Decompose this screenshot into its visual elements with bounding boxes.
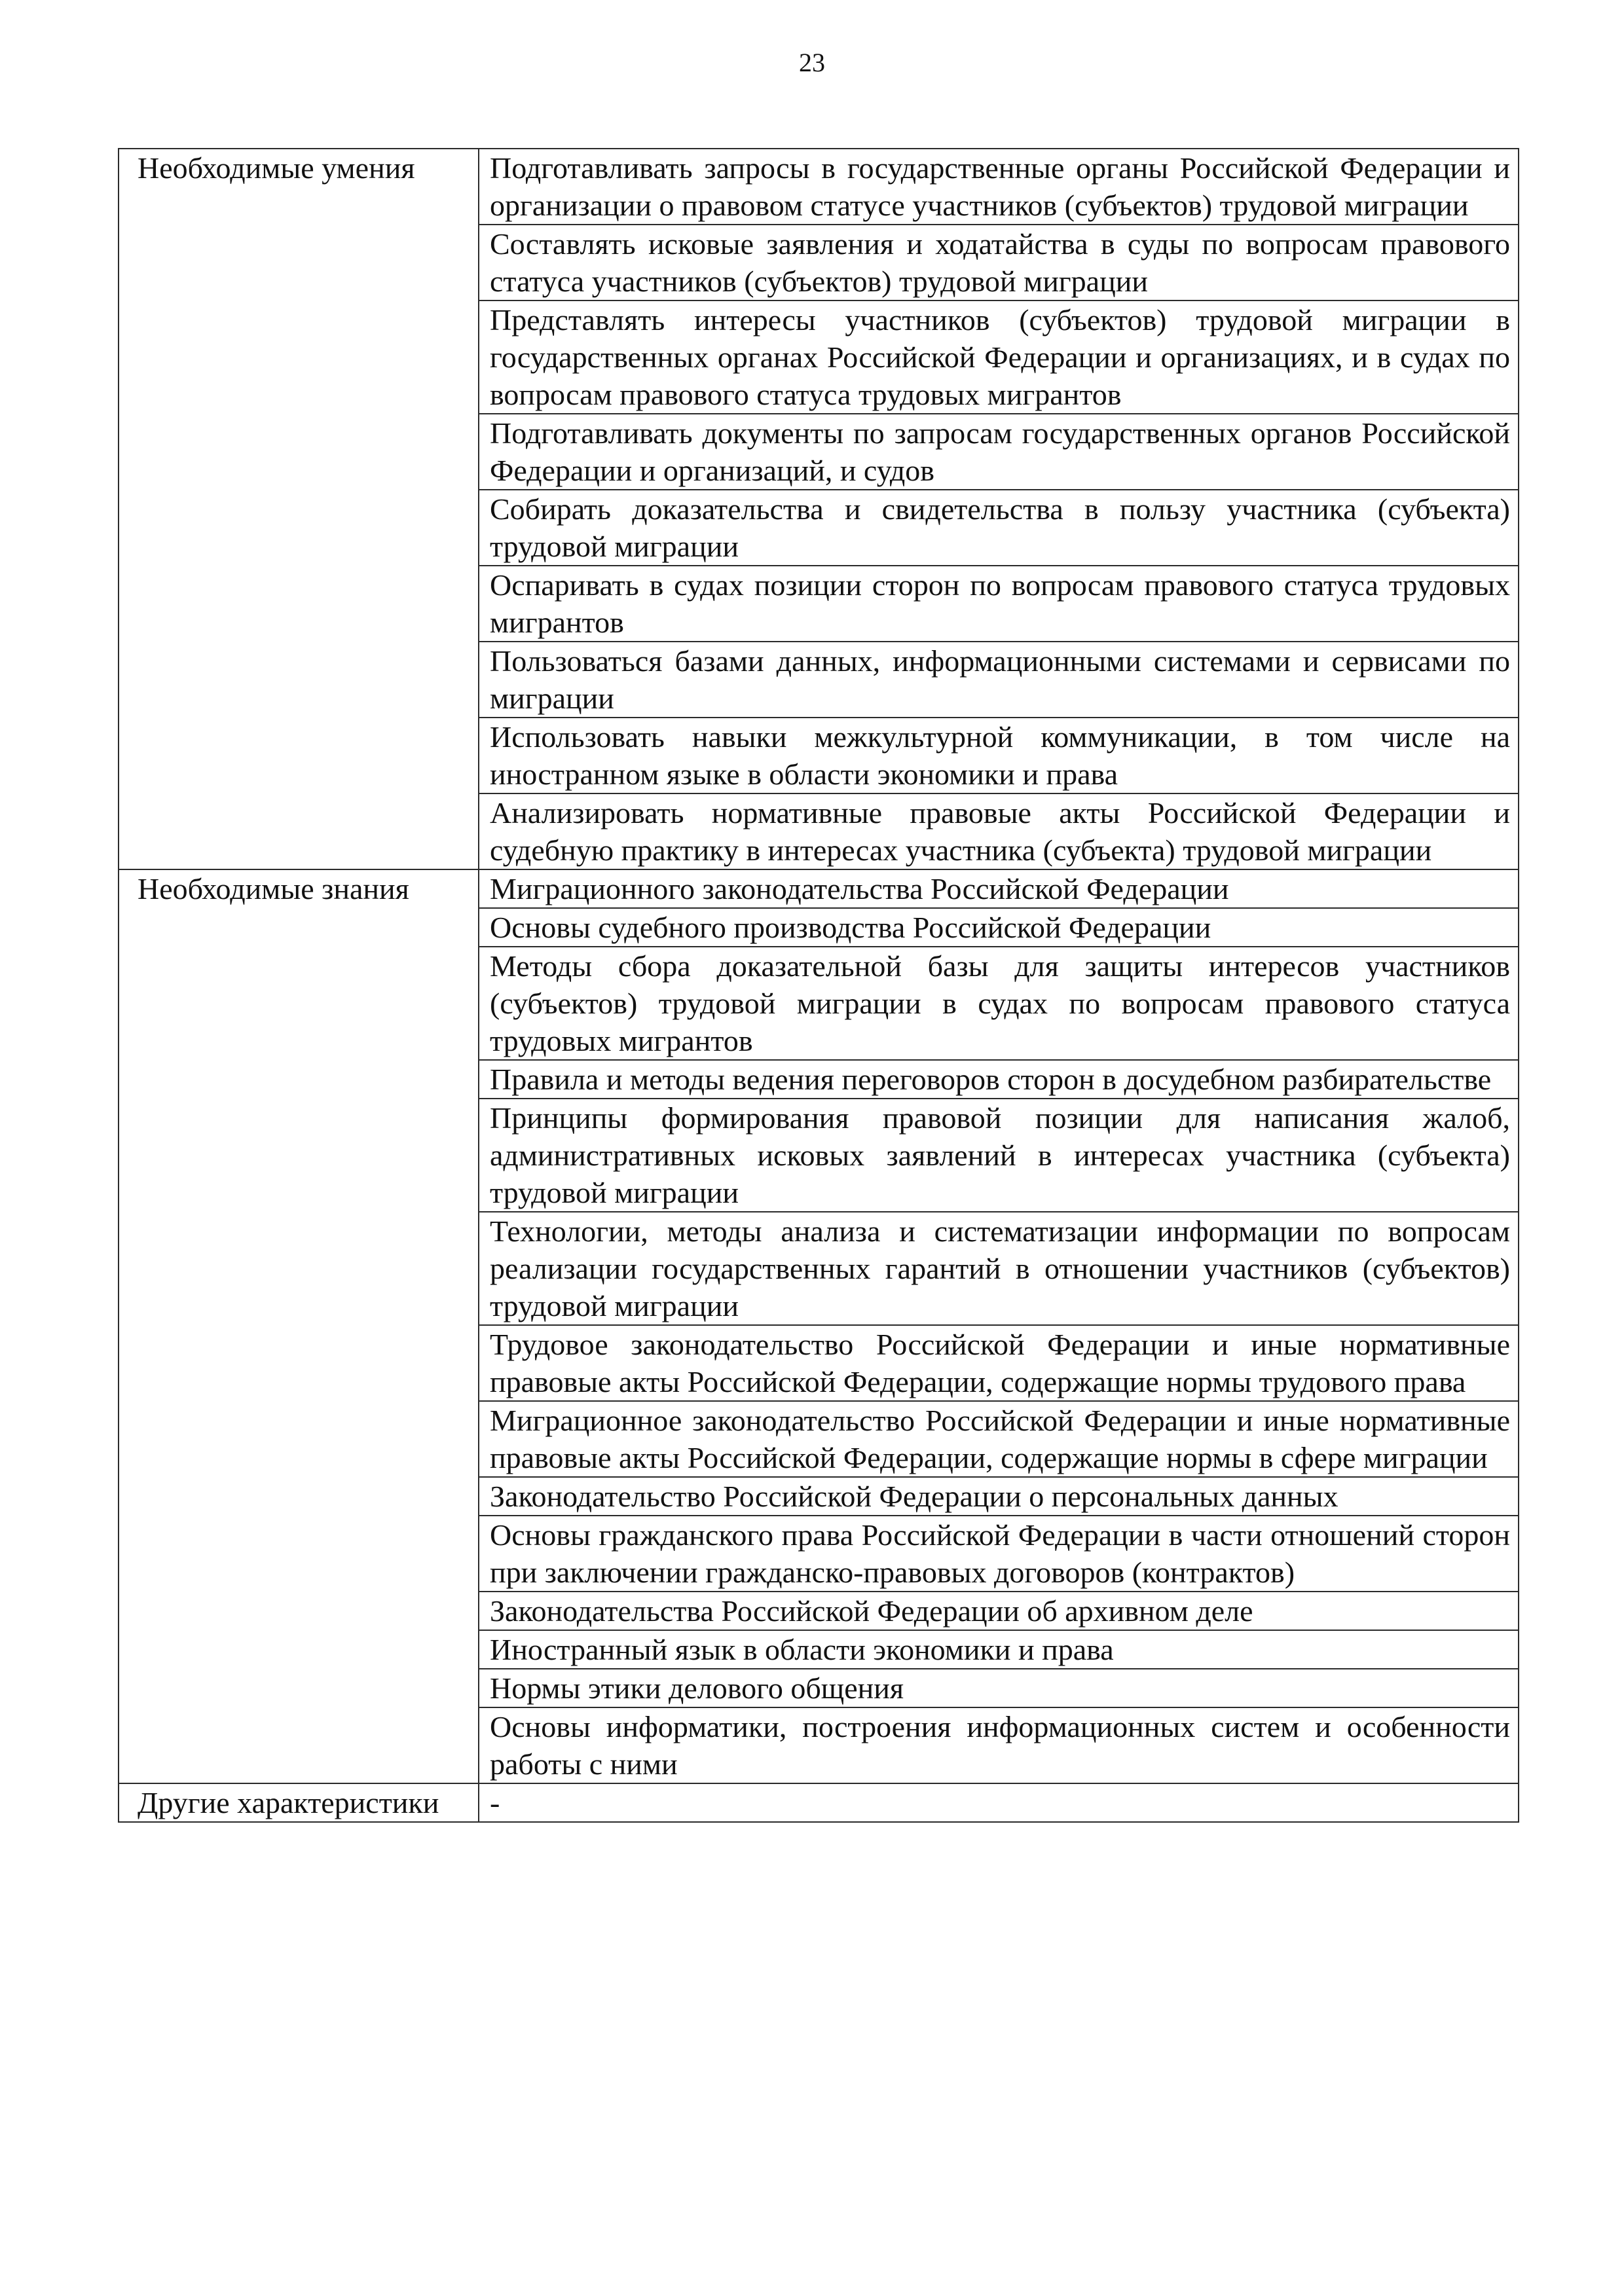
requirement-cell [479, 1516, 1519, 1592]
requirement-cell [479, 718, 1519, 793]
requirement-text: Миграционное законодательство Российской Федерации и иные нормативные правовые акты Российской Федерации, содержащие нормы в сфере миграции [490, 1404, 1510, 1474]
requirement-text: Составлять исковые заявления и ходатайства в суды по вопросам правового статуса участников (субъектов) трудовой миграции [490, 227, 1510, 298]
requirement-text: Основы гражданского права Российской Федерации в части отношений сторон при заключении гражданско-правовых договоров (контрактов) [490, 1518, 1510, 1589]
requirement-cell [479, 908, 1519, 947]
requirement-cell [479, 1669, 1519, 1707]
requirement-text: Подготавливать документы по запросам государственных органов Российской Федерации и организаций, и судов [490, 416, 1510, 487]
table-body [119, 149, 1519, 1822]
requirement-cell [479, 490, 1519, 566]
section-label: Другие характеристики [138, 1786, 439, 1819]
requirement-text: Принципы формирования правовой позиции для написания жалоб, административных исковых заявлений в интересах участника (субъекта) трудовой миграции [490, 1101, 1510, 1209]
requirement-cell [479, 1212, 1519, 1325]
requirement-text: Основы информатики, построения информационных систем и особенности работы с ними [490, 1710, 1510, 1781]
requirement-text: Подготавливать запросы в государственные органы Российской Федерации и организации о правовом статусе участников (субъектов) трудовой миграции [490, 151, 1510, 222]
requirement-text: Иностранный язык в области экономики и права [490, 1633, 1114, 1666]
requirement-text: Методы сбора доказательной базы для защиты интересов участников (субъектов) трудовой миграции в судах по вопросам правового статуса трудовых мигрантов [490, 949, 1510, 1057]
requirement-cell [479, 1592, 1519, 1630]
requirement-cell [479, 149, 1519, 225]
requirement-text: Технологии, методы анализа и систематизации информации по вопросам реализации государственных гарантий в отношении участников (субъектов) трудовой миграции [490, 1214, 1510, 1322]
section-label: Необходимые знания [138, 872, 409, 905]
requirement-cell [479, 1099, 1519, 1212]
requirement-cell [479, 869, 1519, 908]
requirement-cell [479, 566, 1519, 642]
page-number: 23 [799, 48, 825, 77]
competency-table [118, 148, 1519, 1823]
requirement-text: - [490, 1786, 500, 1819]
section-label-cell [119, 149, 479, 869]
requirement-cell [479, 1707, 1519, 1783]
requirement-cell [479, 947, 1519, 1060]
requirement-text: Трудовое законодательство Российской Федерации и иные нормативные правовые акты Российской Федерации, содержащие нормы трудового права [490, 1328, 1510, 1398]
table-row [119, 869, 1519, 908]
requirement-text: Пользоваться базами данных, информационными системами и сервисами по миграции [490, 644, 1510, 715]
requirement-cell [479, 642, 1519, 718]
requirement-cell [479, 1325, 1519, 1401]
section-label-cell [119, 869, 479, 1783]
table-row [119, 149, 1519, 225]
requirement-text: Нормы этики делового общения [490, 1671, 904, 1705]
requirement-text: Представлять интересы участников (субъектов) трудовой миграции в государственных органах Российской Федерации и организациях, и в судах по вопросам правового статуса трудовых мигрантов [490, 303, 1510, 411]
requirement-text: Основы судебного производства Российской Федерации [490, 911, 1211, 944]
requirement-cell [479, 414, 1519, 490]
requirement-text: Законодательство Российской Федерации о персональных данных [490, 1480, 1338, 1513]
section-label: Необходимые умения [138, 151, 415, 185]
table-row [119, 1783, 1519, 1822]
section-label-cell [119, 1783, 479, 1822]
requirement-text: Миграционного законодательства Российской Федерации [490, 872, 1229, 905]
requirement-text: Законодательства Российской Федерации об архивном деле [490, 1594, 1253, 1628]
requirement-cell [479, 1477, 1519, 1516]
requirement-cell [479, 793, 1519, 869]
requirement-text: Оспаривать в судах позиции сторон по вопросам правового статуса трудовых мигрантов [490, 568, 1510, 639]
requirement-cell [479, 301, 1519, 414]
requirement-cell [479, 1783, 1519, 1822]
requirement-cell [479, 1060, 1519, 1099]
requirement-text: Правила и методы ведения переговоров сторон в досудебном разбирательстве [490, 1063, 1492, 1096]
requirement-text: Собирать доказательства и свидетельства в пользу участника (субъекта) трудовой миграции [490, 492, 1510, 563]
requirement-text: Анализировать нормативные правовые акты Российской Федерации и судебную практику в интересах участника (субъекта) трудовой миграции [490, 796, 1510, 867]
requirement-text: Использовать навыки межкультурной коммуникации, в том числе на иностранном языке в области экономики и права [490, 720, 1510, 791]
requirement-cell [479, 1630, 1519, 1669]
requirement-cell [479, 1401, 1519, 1477]
requirement-cell [479, 225, 1519, 301]
